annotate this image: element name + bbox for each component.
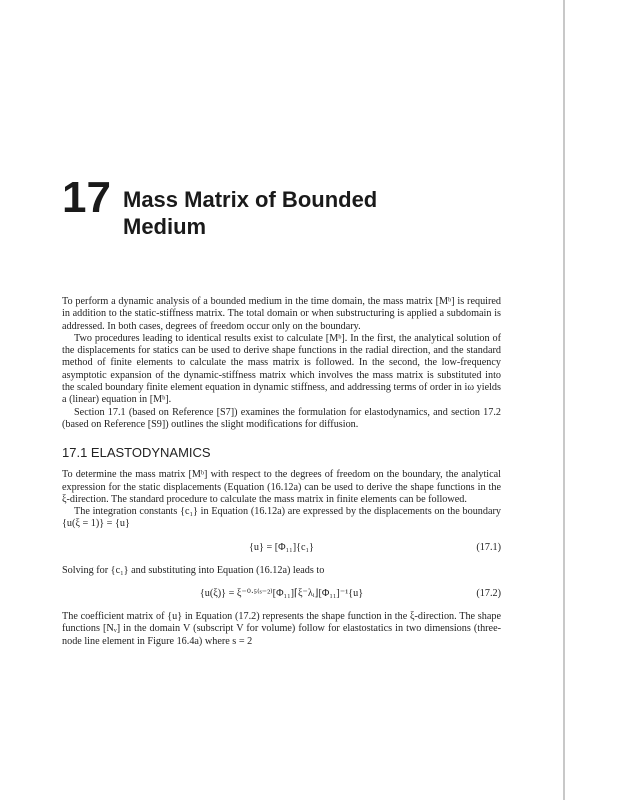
section-text: [62, 469, 501, 530]
equation-expression: {u} = [Φ₁₁]{c₁}: [249, 541, 314, 553]
section-paragraph: To determine the mass matrix [Mᵇ] with respect to the degrees of freedom on the boundary, the analytical expression for the static displacements (Equation (16.12a) can be used to derive the shape functions in the ξ-direction. The standard procedure to calculate the mass matrix in finite elements can be followed.: [62, 469, 501, 505]
after-text: [62, 611, 501, 648]
section-paragraph: The integration constants {c₁} in Equation (16.12a) are expressed by the displacements on the boundary {u(ξ = 1)} = {u}: [62, 506, 501, 530]
intro-text: [62, 296, 501, 431]
page-content: [62, 173, 501, 648]
page-edge-divider: [563, 0, 565, 800]
chapter-number: 17: [62, 173, 111, 222]
equation-number: (17.2): [476, 588, 501, 600]
intro-paragraph: Two procedures leading to identical results exist to calculate [Mᵇ]. In the first, the analytical solution of the displacements for statics can be used to derive shape functions in the radial direction, and the standard method of finite elements to calculate the mass matrix is followed. In the second, the low-frequency asymptotic expansion of the dynamic-stiffness matrix which involves the mass matrix is substituted into the scaled boundary finite element equation in dynamic stiffness, and addressing terms of order in iω yields a (linear) equation in [Mᵇ].: [62, 332, 501, 406]
chapter-title: Mass Matrix of Bounded Medium: [123, 187, 378, 239]
intro-paragraph: To perform a dynamic analysis of a bounded medium in the time domain, the mass matrix [Mᵇ] is required in addition to the static-stiffness matrix. The total domain or when substructuring is applied a subdomain is addressed. In both cases, degrees of freedom occur only on the boundary.: [62, 296, 501, 332]
equation-number: (17.1): [476, 541, 501, 553]
equation-17-1: [62, 541, 501, 555]
equation-17-2: [62, 587, 501, 601]
between-text: [62, 565, 501, 577]
chapter-heading: [62, 173, 501, 296]
equation-expression: {u(ξ)} = ξ⁻⁰ᐧ⁵⁽ˢ⁻²⁾[Φ₁₁]⌈ξ⁻λᵢ⌋[Φ₁₁]⁻¹{u}: [199, 588, 364, 600]
section-paragraph: The coefficient matrix of {u} in Equation (17.2) represents the shape function in the ξ-direction. The shape functions [Nᵥ] in the domain V (subscript V for volume) follow for elastostatics in two dimensions (three-node line element in Figure 16.4a) where s = 2: [62, 611, 501, 647]
section-paragraph: Solving for {c₁} and substituting into Equation (16.12a) leads to: [62, 564, 325, 576]
section-heading: 17.1 ELASTODYNAMICS: [62, 445, 211, 461]
intro-paragraph: Section 17.1 (based on Reference [S7]) examines the formulation for elastodynamics, and section 17.2 (based on Reference [S9]) outlines the slight modifications for diffusion.: [62, 406, 501, 430]
